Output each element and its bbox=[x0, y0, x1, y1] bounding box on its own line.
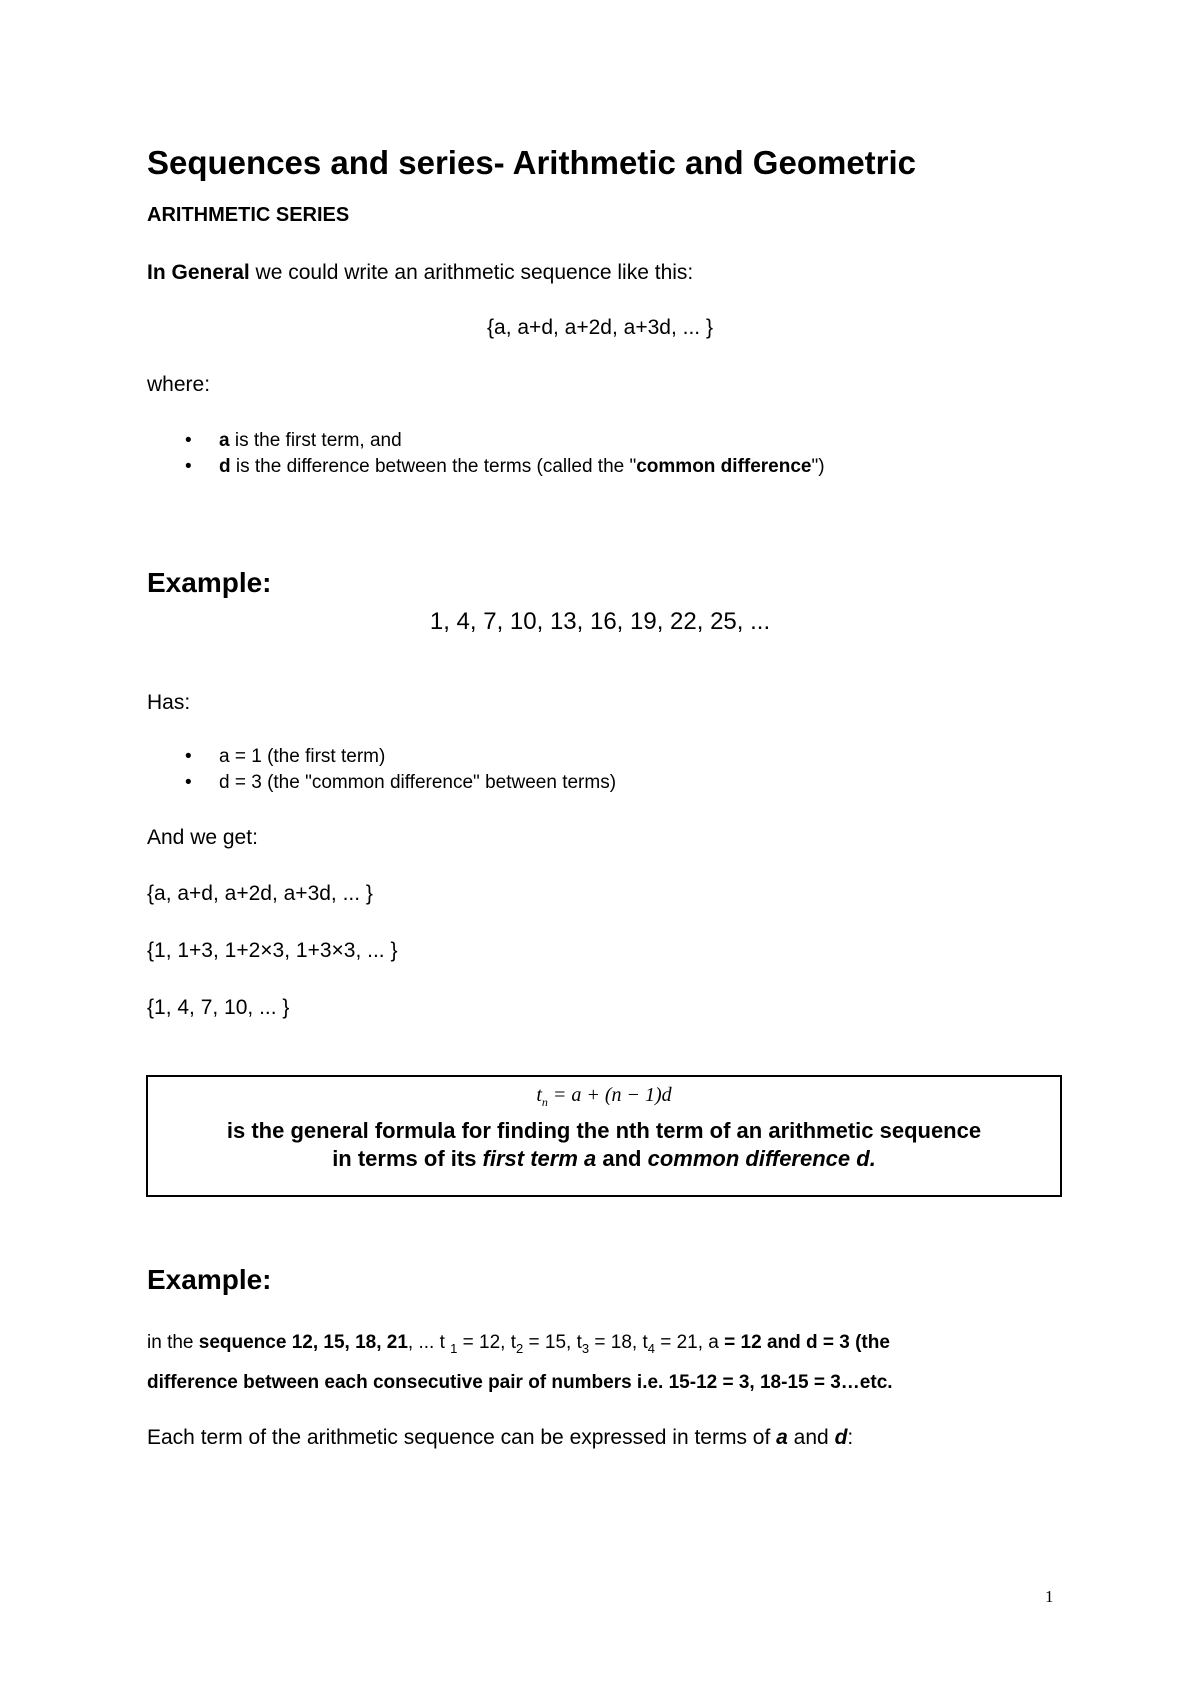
d-text-2: ") bbox=[811, 456, 825, 477]
p3-e: : bbox=[847, 1426, 854, 1449]
a-text: is the first term, and bbox=[229, 430, 402, 451]
example-sequence: 1, 4, 7, 10, 13, 16, 19, 22, 25, ... bbox=[429, 608, 771, 635]
intro-paragraph bbox=[147, 259, 693, 287]
definitions-list bbox=[175, 428, 825, 480]
p3-a: Each term of the arithmetic sequence can be expressed in terms of bbox=[147, 1426, 777, 1449]
sequence-line-2: {1, 1+3, 1+2×3, 1+3×3, ... } bbox=[147, 939, 398, 962]
example2-line-1 bbox=[147, 1330, 890, 1362]
formula-sub-n: n bbox=[541, 1095, 548, 1109]
list-item bbox=[175, 454, 825, 480]
a-letter: a bbox=[219, 430, 230, 451]
intro-rest: we could write an arithmetic sequence like this: bbox=[249, 261, 694, 284]
list-item bbox=[175, 428, 825, 454]
d-letter: d bbox=[219, 456, 231, 477]
nth-term-formula bbox=[148, 1082, 1060, 1115]
example2-line-3 bbox=[147, 1424, 853, 1452]
formula-t: t bbox=[536, 1084, 542, 1106]
ex2-s2: 2 bbox=[516, 1340, 524, 1356]
ex2-s4: 4 bbox=[647, 1340, 655, 1356]
ex2-t5: = 15, t bbox=[523, 1332, 582, 1353]
ex2-t3: , ... t bbox=[407, 1332, 451, 1353]
line2-c: and bbox=[596, 1146, 648, 1171]
formula-rhs: = a + (n − 1)d bbox=[547, 1084, 672, 1106]
line2-b: first term a bbox=[482, 1146, 597, 1171]
ex2-t2: sequence 12, 15, 18, 21 bbox=[198, 1332, 408, 1353]
formula-box bbox=[146, 1075, 1062, 1197]
sequence-line-3: {1, 4, 7, 10, ... } bbox=[147, 996, 290, 1019]
example-heading-2: Example: bbox=[147, 1264, 272, 1295]
has-label: Has: bbox=[147, 691, 191, 714]
example-facts-list bbox=[175, 744, 616, 796]
ex2-t7: = 21, a bbox=[654, 1332, 725, 1353]
ex2-t4: = 12, t bbox=[457, 1332, 516, 1353]
list-item: • d = 3 (the "common difference" between terms) bbox=[175, 770, 616, 796]
example2-line-2: difference between each consecutive pair of numbers i.e. 15-12 = 3, 18-15 = 3…etc. bbox=[147, 1372, 893, 1393]
ex2-t6: = 18, t bbox=[589, 1332, 648, 1353]
sequence-line-1: {a, a+d, a+2d, a+3d, ... } bbox=[147, 882, 373, 905]
p3-c: and bbox=[787, 1426, 835, 1449]
section-heading: ARITHMETIC SERIES bbox=[147, 204, 350, 226]
ex2-t8: = 12 and d = 3 (the bbox=[724, 1332, 890, 1353]
ex2-s3: 3 bbox=[581, 1340, 590, 1356]
formula-description-2 bbox=[148, 1145, 1060, 1173]
d-text-1: is the difference between the terms (called the " bbox=[230, 456, 637, 477]
line2-d: common difference d. bbox=[647, 1146, 876, 1171]
where-label: where: bbox=[147, 373, 211, 396]
p3-b: a bbox=[776, 1426, 788, 1449]
ex2-t1: in the bbox=[147, 1332, 199, 1353]
general-sequence: {a, a+d, a+2d, a+3d, ... } bbox=[487, 316, 713, 339]
intro-bold: In General bbox=[147, 261, 250, 284]
and-we-get-label: And we get: bbox=[147, 826, 258, 849]
list-item: • a = 1 (the first term) bbox=[175, 744, 616, 770]
page-title: Sequences and series- Arithmetic and Geometric bbox=[147, 144, 917, 181]
line2-a: in terms of its bbox=[332, 1146, 483, 1171]
formula-description-1: is the general formula for finding the nth term of an arithmetic sequence bbox=[226, 1118, 982, 1143]
p3-d: d bbox=[834, 1426, 848, 1449]
ex2-s1: 1 bbox=[450, 1340, 458, 1356]
page-number: 1 bbox=[1045, 1587, 1054, 1606]
example-heading-1: Example: bbox=[147, 567, 272, 598]
d-bold: common difference bbox=[636, 456, 812, 477]
